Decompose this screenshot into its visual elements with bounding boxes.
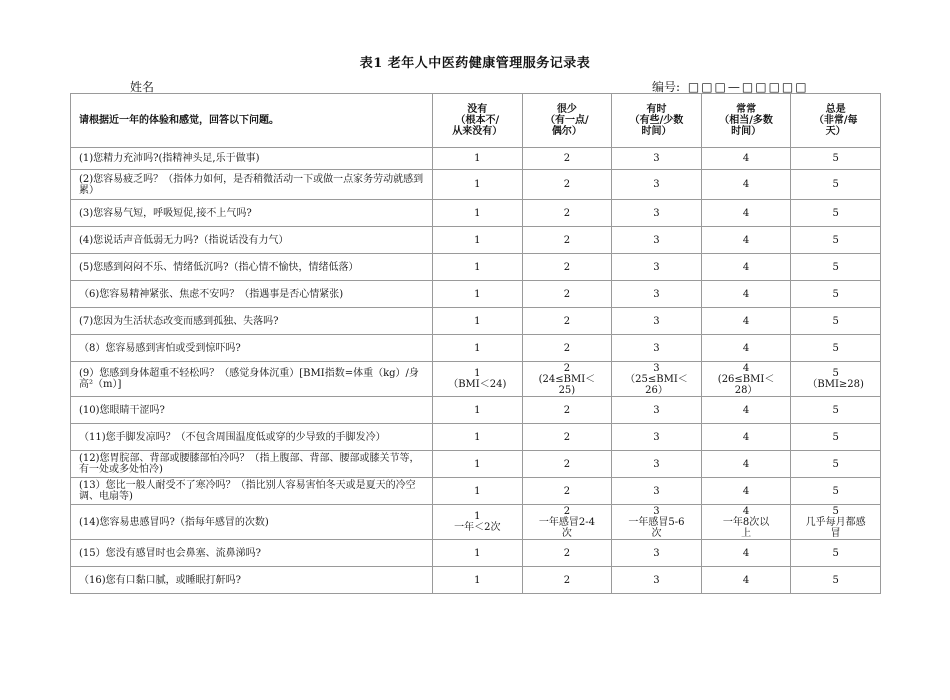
score-cell[interactable]: 3 — [612, 478, 702, 505]
question-cell: (5)您感到闷闷不乐、情绪低沉吗?（指心情不愉快，情绪低落） — [71, 254, 433, 281]
score-cell[interactable]: 2 — [522, 170, 612, 200]
score-cell[interactable]: 5 几乎每月都感 冒 — [791, 505, 881, 540]
question-cell: (1)您精力充沛吗?(指精神头足,乐于做事) — [71, 148, 433, 170]
score-cell[interactable]: 4 一年8次以 上 — [701, 505, 791, 540]
score-cell[interactable]: 2 — [522, 227, 612, 254]
option-header-rarely: 很少 （有一点/ 偶尔） — [522, 94, 612, 148]
health-record-table — [70, 93, 881, 594]
score-cell[interactable]: 2 — [522, 335, 612, 362]
score-cell[interactable]: 1 — [433, 308, 523, 335]
question-cell: (15）您没有感冒时也会鼻塞、流鼻涕吗? — [71, 540, 433, 567]
table-row — [71, 200, 881, 227]
option-header-often: 常常 （相当/多数 时间） — [701, 94, 791, 148]
table-row — [71, 227, 881, 254]
question-cell: （8）您容易感到害怕或受到惊吓吗? — [71, 335, 433, 362]
question-cell: (10)您眼睛干涩吗? — [71, 397, 433, 424]
score-cell[interactable]: 2 — [522, 281, 612, 308]
question-cell: (3)您容易气短，呼吸短促,接不上气吗? — [71, 200, 433, 227]
question-cell: (13）您比一般人耐受不了寒冷吗？（指比别人容易害怕冬天或是夏天的冷空调、电扇等) — [71, 478, 433, 505]
score-cell[interactable]: 3 — [612, 170, 702, 200]
score-cell[interactable]: 4 — [701, 397, 791, 424]
score-cell[interactable]: 4 — [701, 281, 791, 308]
score-cell[interactable]: 1 — [433, 540, 523, 567]
table-row — [71, 397, 881, 424]
table-row — [71, 254, 881, 281]
score-cell[interactable]: 1 — [433, 451, 523, 478]
score-cell[interactable]: 1 （BMI＜24) — [433, 362, 523, 397]
score-cell[interactable]: 3 — [612, 148, 702, 170]
score-cell[interactable]: 5 — [791, 200, 881, 227]
table-row — [71, 451, 881, 478]
form-title: 表1 老年人中医药健康管理服务记录表 — [359, 56, 591, 71]
table-row — [71, 148, 881, 170]
score-cell[interactable]: 5 — [791, 148, 881, 170]
option-header-never: 没有 （根本不/ 从来没有） — [433, 94, 523, 148]
score-cell[interactable]: 2 — [522, 567, 612, 594]
question-header: 请根据近一年的体验和感觉，回答以下问题。 — [71, 94, 433, 148]
score-cell[interactable]: 1 — [433, 254, 523, 281]
score-cell[interactable]: 2 — [522, 397, 612, 424]
number-label: 编号: — [652, 80, 681, 94]
score-cell[interactable]: 2 — [522, 148, 612, 170]
score-cell[interactable]: 4 — [701, 451, 791, 478]
question-cell: (7)您因为生活状态改变而感到孤独、失落吗? — [71, 308, 433, 335]
score-cell[interactable]: 2 — [522, 540, 612, 567]
score-cell[interactable]: 4 — [701, 308, 791, 335]
score-cell[interactable]: 5 — [791, 335, 881, 362]
score-cell[interactable]: 4 — [701, 478, 791, 505]
score-cell[interactable]: 1 — [433, 478, 523, 505]
score-cell[interactable]: 5 — [791, 478, 881, 505]
option-header-always: 总是 （非常/每 天） — [791, 94, 881, 148]
score-cell[interactable]: 5 — [791, 451, 881, 478]
score-cell[interactable]: 2 — [522, 254, 612, 281]
name-label: 姓名 — [130, 80, 155, 94]
score-cell[interactable]: 3 — [612, 335, 702, 362]
question-cell: (12)您胃脘部、背部或腰膝部怕冷吗？（指上腹部、背部、腰部或膝关节等，有一处或多处怕冷) — [71, 451, 433, 478]
score-cell[interactable]: 3 — [612, 567, 702, 594]
question-cell: （6)您容易精神紧张、焦虑不安吗？（指遇事是否心情紧张) — [71, 281, 433, 308]
score-cell[interactable]: 4 — [701, 254, 791, 281]
score-cell[interactable]: 5 — [791, 540, 881, 567]
table-row — [71, 540, 881, 567]
table-row — [71, 170, 881, 200]
score-cell[interactable]: 4 — [701, 335, 791, 362]
score-cell[interactable]: 3 — [612, 308, 702, 335]
score-cell[interactable]: 5 — [791, 254, 881, 281]
score-cell[interactable]: 3 — [612, 397, 702, 424]
score-cell[interactable]: 3 — [612, 540, 702, 567]
score-cell[interactable]: 4 — [701, 424, 791, 451]
score-cell[interactable]: 3 — [612, 281, 702, 308]
score-cell[interactable]: 3 — [612, 227, 702, 254]
score-cell[interactable]: 5 （BMI≥28) — [791, 362, 881, 397]
score-cell[interactable]: 1 — [433, 567, 523, 594]
question-cell: (9）您感到身体超重不轻松吗？（感觉身体沉重）[BMI指数=体重（kg）/身高²（m）] — [71, 362, 433, 397]
score-cell[interactable]: 3 一年感冒5-6 次 — [612, 505, 702, 540]
score-cell[interactable]: 2 — [522, 424, 612, 451]
score-cell[interactable]: 4 — [701, 227, 791, 254]
score-cell[interactable]: 1 — [433, 397, 523, 424]
option-header-sometimes: 有时 （有些/少数 时间） — [612, 94, 702, 148]
score-cell[interactable]: 3 — [612, 424, 702, 451]
question-cell: （11)您手脚发凉吗？（不包含周围温度低或穿的少导致的手脚发冷） — [71, 424, 433, 451]
score-cell[interactable]: 5 — [791, 397, 881, 424]
score-cell[interactable]: 1 — [433, 281, 523, 308]
table-row — [71, 505, 881, 540]
score-cell[interactable]: 1 — [433, 227, 523, 254]
score-cell[interactable]: 4 — [701, 540, 791, 567]
question-cell: (14)您容易患感冒吗?（指每年感冒的次数) — [71, 505, 433, 540]
score-cell[interactable]: 5 — [791, 308, 881, 335]
table-row — [71, 424, 881, 451]
score-cell[interactable]: 2 一年感冒2-4 次 — [522, 505, 612, 540]
score-cell[interactable]: 3 — [612, 451, 702, 478]
score-cell[interactable]: 5 — [791, 170, 881, 200]
score-cell[interactable]: 5 — [791, 567, 881, 594]
score-cell[interactable]: 4 — [701, 200, 791, 227]
score-cell[interactable]: 1 — [433, 200, 523, 227]
score-cell[interactable]: 1 — [433, 170, 523, 200]
score-cell[interactable]: 4 — [701, 567, 791, 594]
score-cell[interactable]: 2 (24≤BMI＜ 25) — [522, 362, 612, 397]
score-cell[interactable]: 5 — [791, 227, 881, 254]
score-cell[interactable]: 2 — [522, 200, 612, 227]
score-cell[interactable]: 1 — [433, 148, 523, 170]
number-boxes: □□□—□□□□□ — [687, 80, 809, 94]
score-cell[interactable]: 3 （25≤BMI＜ 26） — [612, 362, 702, 397]
score-cell[interactable]: 4 — [701, 148, 791, 170]
table-header-row — [71, 94, 881, 148]
question-cell: (4)您说话声音低弱无力吗?（指说话没有力气） — [71, 227, 433, 254]
score-cell[interactable]: 3 — [612, 254, 702, 281]
score-cell[interactable]: 2 — [522, 478, 612, 505]
table-row — [71, 567, 881, 594]
table-row — [71, 362, 881, 397]
question-cell: (2)您容易疲乏吗？（指体力如何，是否稍微活动一下或做一点家务劳动就感到累） — [71, 170, 433, 200]
score-cell[interactable]: 1 — [433, 335, 523, 362]
score-cell[interactable]: 3 — [612, 200, 702, 227]
table-row — [71, 308, 881, 335]
score-cell[interactable]: 4 (26≤BMI＜ 28） — [701, 362, 791, 397]
score-cell[interactable]: 5 — [791, 281, 881, 308]
table-row — [71, 335, 881, 362]
question-cell: （16)您有口黏口腻，或睡眠打鼾吗? — [71, 567, 433, 594]
score-cell[interactable]: 1 一年＜2次 — [433, 505, 523, 540]
score-cell[interactable]: 4 — [701, 170, 791, 200]
table-row — [71, 281, 881, 308]
score-cell[interactable]: 2 — [522, 451, 612, 478]
score-cell[interactable]: 1 — [433, 424, 523, 451]
score-cell[interactable]: 5 — [791, 424, 881, 451]
table-row — [71, 478, 881, 505]
score-cell[interactable]: 2 — [522, 308, 612, 335]
